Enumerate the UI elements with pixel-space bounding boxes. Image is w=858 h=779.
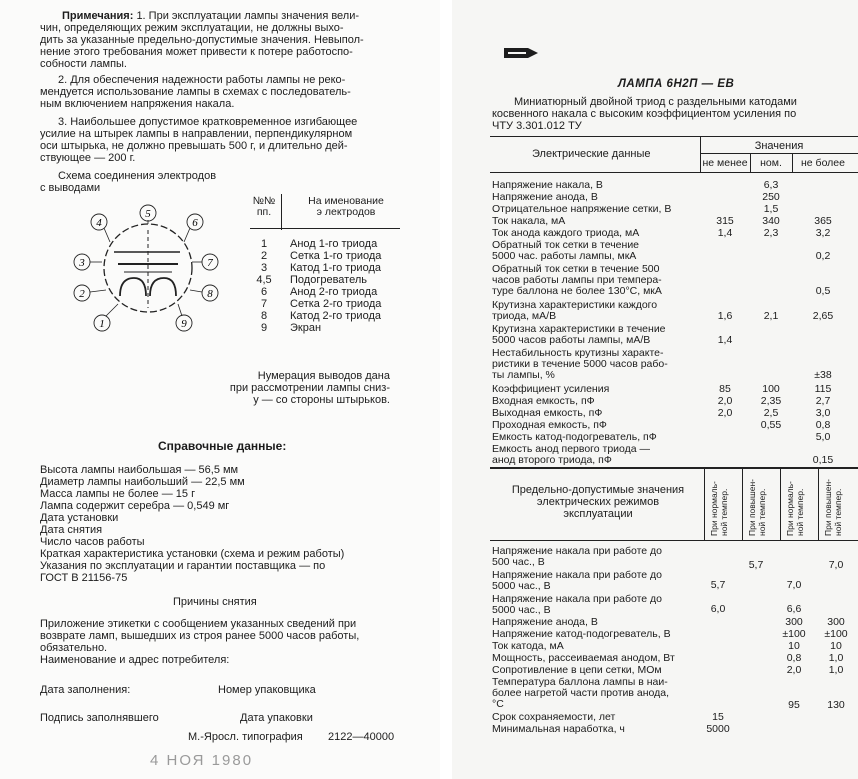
- signature-label: Подпись заполнявшего: [40, 712, 159, 724]
- limit-value: 5,7: [710, 579, 726, 591]
- lamp-title: ЛАМПА 6Н2П — ЕВ: [618, 78, 735, 90]
- col-head-elevated: При повышен-: [823, 479, 833, 536]
- limits-header: электрических режимов: [536, 496, 660, 508]
- printer-label: М.-Яросл. типография: [188, 731, 303, 743]
- reference-line: Краткая характеристика установки (схема и режим работы): [40, 548, 345, 560]
- table-rule: [704, 467, 705, 540]
- pin-number: 6: [260, 286, 268, 298]
- pin-label: 8: [207, 288, 213, 300]
- value-max: 2,7: [815, 395, 831, 407]
- limit-value: 5000: [706, 723, 730, 735]
- table-rule: [780, 467, 781, 540]
- col-head-elevated: При повышен-: [747, 479, 757, 536]
- pack-date-label: Дата упаковки: [240, 712, 313, 724]
- pin-electrode-name: Подогреватель: [290, 274, 367, 286]
- limit-value: 300: [785, 616, 803, 628]
- value-max: ±38: [814, 369, 832, 381]
- reference-line: Лампа содержит серебра — 0,549 мг: [40, 500, 230, 512]
- value-max: 0,5: [815, 285, 831, 297]
- limit-param-label: Сопротивление в цепи сетки, МОм: [492, 664, 662, 676]
- note-3-line: ствующее — 200 г.: [40, 152, 136, 164]
- limit-param-label: более нагретой части против анода,: [492, 687, 670, 699]
- pin-table-rule: [250, 228, 400, 229]
- notes-block: [62, 10, 359, 22]
- limit-value: 5,7: [748, 559, 764, 571]
- limit-value: 6,0: [710, 603, 726, 615]
- pin-label: 7: [207, 257, 213, 269]
- electrical-param-label: ты лампы, %: [492, 369, 555, 381]
- electrical-param-label: Входная емкость, пФ: [492, 395, 595, 407]
- attach-note: возврате ламп, вышедших из строя ранее 5000 часов работы,: [40, 630, 360, 642]
- value-min: 2,0: [717, 407, 733, 419]
- note-1-line: собности лампы.: [40, 58, 127, 70]
- electrical-param-label: Выходная емкость, пФ: [492, 407, 603, 419]
- pin-electrode-name: Анод 1-го триода: [290, 238, 378, 250]
- pin-electrode-name: Катод 1-го триода: [290, 262, 381, 274]
- pin-number: 7: [260, 298, 268, 310]
- note-2-line: мендуется использование лампы в схемах с последователь-: [40, 86, 351, 98]
- electrical-param-label: Крутизна характеристики каждого: [492, 299, 658, 311]
- value-nom: 6,3: [763, 179, 779, 191]
- table-rule: [700, 153, 858, 154]
- limit-param-label: °С: [492, 698, 504, 710]
- scheme-caption: с выводами: [40, 182, 101, 194]
- limit-param-label: Минимальная наработка, ч: [492, 723, 625, 735]
- fill-date-label: Дата заполнения:: [40, 684, 131, 696]
- pin-electrode-name: Катод 2-го триода: [290, 310, 381, 322]
- reference-line: Масса лампы не более — 15 г: [40, 488, 196, 500]
- right-page: [452, 0, 858, 779]
- limit-value: 1,0: [828, 652, 844, 664]
- col-head-elevated: ной темпер.: [833, 488, 843, 536]
- value-min: 2,0: [717, 395, 733, 407]
- pin-number: 8: [260, 310, 268, 322]
- reference-line: Дата установки: [40, 512, 119, 524]
- col-head-elevated: ной темпер.: [757, 488, 767, 536]
- consumer-label: Наименование и адрес потребителя:: [40, 654, 230, 666]
- electrical-param-label: Отрицательное напряжение сетки, В: [492, 203, 672, 215]
- values-header: Значения: [754, 140, 804, 152]
- pin-label: 3: [79, 257, 85, 269]
- col-head-normal: При нормаль-: [785, 481, 795, 536]
- reference-line: Диаметр лампы наибольший — 22,5 мм: [40, 476, 245, 488]
- limit-value: 2,0: [786, 664, 802, 676]
- pin-electrode-name: Сетка 2-го триода: [290, 298, 382, 310]
- value-min: 1,6: [717, 310, 733, 322]
- value-max: 5,0: [815, 431, 831, 443]
- col-head-normal: ной темпер.: [719, 488, 729, 536]
- pinout-diagram: [62, 200, 234, 335]
- date-stamp: 4 НОЯ 1980: [150, 752, 254, 769]
- note-3-line: усилие на штырек лампы в направлении, перпендикулярном: [40, 128, 353, 140]
- table-rule: [490, 172, 858, 173]
- pin-number: 9: [260, 322, 268, 334]
- scheme-caption: Схема соединения электродов: [58, 170, 217, 182]
- limit-value: 1,0: [828, 664, 844, 676]
- electrical-param-label: Напряжение накала, В: [492, 179, 603, 191]
- electrical-param-label: Напряжение анода, В: [492, 191, 598, 203]
- limit-value: 130: [827, 699, 845, 711]
- reference-line: Указания по эксплуатации и гарантии поставщика — по: [40, 560, 326, 572]
- electrical-param-label: Крутизна характеристики в течение: [492, 323, 666, 335]
- pin-number: 3: [260, 262, 268, 274]
- table-rule: [818, 467, 819, 540]
- pin-label: 1: [99, 318, 105, 330]
- electrical-param-label: Проходная емкость, пФ: [492, 419, 607, 431]
- limit-value: 95: [788, 699, 800, 711]
- attach-note: обязательно.: [40, 642, 108, 654]
- electrical-param-label: Емкость катод-подогреватель, пФ: [492, 431, 657, 443]
- pin-electrode-name: Экран: [290, 322, 322, 334]
- value-nom: 100: [762, 383, 780, 395]
- numbering-note: при рассмотрении лампы сниз-: [229, 382, 390, 394]
- pin-label: 9: [181, 318, 187, 330]
- limit-param-label: Температура баллона лампы в наи-: [492, 676, 668, 688]
- lamp-description: Миниатюрный двойной триод с раздельными катодами: [514, 96, 797, 108]
- reference-line: Число часов работы: [40, 536, 145, 548]
- pin-number: 4,5: [256, 274, 272, 286]
- col-head-normal: При нормаль-: [709, 481, 719, 536]
- limit-param-label: 500 час., В: [492, 556, 545, 568]
- col-max: не более: [801, 157, 845, 169]
- reference-heading: Справочные данные:: [158, 439, 287, 453]
- electrical-param-label: Обратный ток сетки в течение 500: [492, 263, 660, 275]
- value-nom: 250: [762, 191, 780, 203]
- removal-reasons-heading: Причины снятия: [173, 596, 257, 608]
- note-2-line: 2. Для обеспечения надежности работы лампы не реко-: [58, 74, 346, 86]
- note-1-line: 1. При эксплуатации лампы значения вели-: [136, 10, 360, 22]
- value-max: 3,2: [815, 227, 831, 239]
- electrical-param-label: Коэффициент усиления: [492, 383, 610, 395]
- limit-value: 10: [788, 640, 800, 652]
- limit-param-label: Ток катода, мА: [492, 640, 564, 652]
- pin-number: 2: [260, 250, 268, 262]
- limit-value: 6,6: [786, 603, 802, 615]
- numbering-note: у — со стороны штырьков.: [253, 394, 390, 406]
- note-2-line: ным включением напряжения накала.: [40, 98, 235, 110]
- reference-line: ГОСТ В 21156-75: [40, 572, 128, 584]
- table-rule: [490, 136, 858, 137]
- note-1-line: нение этого требования может привести к потере работоспо-: [40, 46, 353, 58]
- order-number: 2122—40000: [328, 731, 395, 743]
- electrical-param-label: анод второго триода, пФ: [492, 454, 612, 466]
- electrical-param-label: 5000 час. работы лампы, мкА: [492, 250, 637, 262]
- limit-value: ±100: [824, 628, 848, 640]
- electrical-header: Электрические данные: [532, 148, 651, 160]
- value-max: 3,0: [815, 407, 831, 419]
- pin-label: 5: [145, 208, 151, 220]
- pin-label: 6: [192, 217, 198, 229]
- electrical-param-label: Ток анода каждого триода, мА: [492, 227, 640, 239]
- electrical-param-label: Емкость анод первого триода —: [492, 443, 651, 455]
- pin-label: 2: [79, 288, 85, 300]
- electrical-param-label: Нестабильность крутизны характе-: [492, 347, 664, 359]
- value-nom: 2,35: [760, 395, 782, 407]
- limit-param-label: 5000 час., В: [492, 604, 551, 616]
- table-rule: [490, 467, 858, 469]
- limit-param-label: Напряжение накала при работе до: [492, 569, 663, 581]
- value-nom: 0,55: [760, 419, 782, 431]
- notes-heading: Примечания:: [62, 10, 134, 22]
- limit-value: 7,0: [786, 579, 802, 591]
- arrow-mark-icon: [502, 40, 540, 66]
- limit-param-label: 5000 час., В: [492, 580, 551, 592]
- note-1-line: чин, определяющих режим эксплуатации, не должны выхо-: [40, 22, 344, 34]
- limits-header: эксплуатации: [563, 508, 633, 520]
- value-max: 115: [814, 383, 832, 395]
- electrical-param-label: часов работы лампы при темпера-: [492, 274, 662, 286]
- electrical-param-label: 5000 часов работы лампы, мА/В: [492, 334, 651, 346]
- note-1-line: дить за указанные предельно-допустимые значения. Невыпол-: [40, 34, 364, 46]
- value-min: 1,4: [717, 334, 733, 346]
- electrical-param-label: триода, мА/В: [492, 310, 557, 322]
- lamp-description: ЧТУ 3.301.012 ТУ: [492, 120, 582, 132]
- numbering-note: Нумерация выводов дана: [257, 370, 390, 382]
- pin-label: 4: [96, 217, 102, 229]
- pin-electrode-name: Анод 2-го триода: [290, 286, 378, 298]
- limit-value: 10: [830, 640, 842, 652]
- value-nom: 2,3: [763, 227, 779, 239]
- table-rule: [742, 467, 743, 540]
- limit-param-label: Напряжение анода, В: [492, 616, 598, 628]
- limit-value: 0,8: [786, 652, 802, 664]
- pin-table-name-header: На именование э лектродов: [308, 195, 384, 218]
- value-max: 365: [814, 215, 832, 227]
- value-max: 0,8: [815, 419, 831, 431]
- value-min: 85: [719, 383, 731, 395]
- col-nom: ном.: [760, 157, 782, 169]
- lamp-description: косвенного накала с высоким коэффициентом усиления по: [492, 108, 797, 120]
- attach-note: Приложение этикетки с сообщением указанных сведений при: [40, 618, 357, 630]
- table-rule: [490, 540, 858, 541]
- value-max: 2,65: [812, 310, 834, 322]
- col-min: не менее: [702, 157, 748, 169]
- note-3-line: оси штырька, не должно превышать 500 г, и длительно дей-: [40, 140, 348, 152]
- reference-line: Высота лампы наибольшая — 56,5 мм: [40, 464, 239, 476]
- limit-value: 15: [712, 711, 724, 723]
- value-min: 315: [716, 215, 734, 227]
- pin-table-rule: [281, 194, 282, 230]
- note-3-line: 3. Наибольшее допустимое кратковременное изгибающее: [58, 116, 358, 128]
- electrical-param-label: туре баллона не более 130°С, мкА: [492, 285, 662, 297]
- value-nom: 2,1: [763, 310, 779, 322]
- value-max: 0,15: [812, 454, 834, 466]
- value-nom: 2,5: [763, 407, 779, 419]
- electrical-param-label: Обратный ток сетки в течение: [492, 239, 640, 251]
- page-gutter: [440, 0, 452, 779]
- limit-param-label: Напряжение накала при работе до: [492, 545, 663, 557]
- limit-value: 7,0: [828, 559, 844, 571]
- value-min: 1,4: [717, 227, 733, 239]
- value-nom: 1,5: [763, 203, 779, 215]
- electrical-param-label: Ток накала, мА: [492, 215, 566, 227]
- value-nom: 340: [762, 215, 780, 227]
- limit-param-label: Напряжение катод-подогреватель, В: [492, 628, 671, 640]
- limit-value: 300: [827, 616, 845, 628]
- pin-table-num-header: №№ пп.: [252, 195, 276, 218]
- limit-param-label: Срок сохраняемости, лет: [492, 711, 616, 723]
- reference-line: Дата снятия: [40, 524, 103, 536]
- pack-number-label: Номер упаковщика: [218, 684, 316, 696]
- limit-param-label: Напряжение накала при работе до: [492, 593, 663, 605]
- pin-electrode-name: Сетка 1-го триода: [290, 250, 382, 262]
- electrical-param-label: ристики в течение 5000 часов рабо-: [492, 358, 668, 370]
- limits-header: Предельно-допустимые значения: [511, 484, 685, 496]
- col-head-normal: ной темпер.: [795, 488, 805, 536]
- limit-value: ±100: [782, 628, 806, 640]
- pin-number: 1: [260, 238, 268, 250]
- value-max: 0,2: [815, 250, 831, 262]
- limit-param-label: Мощность, рассеиваемая анодом, Вт: [492, 652, 675, 664]
